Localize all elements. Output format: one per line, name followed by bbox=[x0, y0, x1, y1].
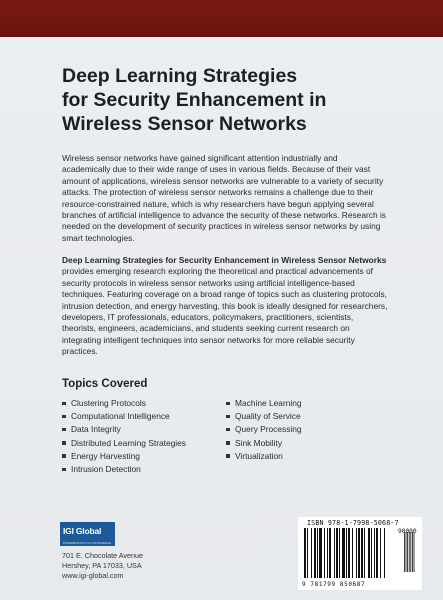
barcode-bar bbox=[356, 528, 357, 578]
barcode-bar bbox=[304, 528, 306, 578]
barcode-addon-bar bbox=[412, 532, 413, 572]
top-color-band bbox=[0, 0, 443, 37]
barcode-bar bbox=[317, 528, 318, 578]
topic-item: Clustering Protocols bbox=[62, 397, 186, 410]
topics-list-right bbox=[226, 397, 302, 463]
description-paragraph-1: Wireless sensor networks have gained significant attention industrially and academically due to their wide range of uses in various fields. Because of their vast amount of applications, wireless sensor networks are vulnerable to a variety of security attacks. The protection of wireless sensor networks remains a challenge due to their resource-constrained nature, which is why researchers have begun applying several branches of artificial intelligence to advance the security of these networks. Research is needed on the development of security practices in wireless sensor networks by using smart technologies. bbox=[62, 153, 386, 243]
publisher-logo bbox=[60, 522, 115, 540]
barcode-bar bbox=[336, 528, 338, 578]
topic-item: Query Processing bbox=[226, 423, 302, 436]
price-code: 90000 bbox=[398, 528, 417, 535]
barcode-addon-bar bbox=[404, 532, 405, 572]
barcode-graphic bbox=[304, 528, 416, 580]
barcode-bar bbox=[364, 528, 365, 578]
barcode-bar bbox=[311, 528, 312, 578]
barcode-bar bbox=[371, 528, 372, 578]
barcode-bar bbox=[324, 528, 325, 578]
barcode-addon-bar bbox=[414, 532, 415, 572]
topic-item: Distributed Learning Strategies bbox=[62, 437, 186, 450]
publisher-address bbox=[62, 551, 143, 581]
topics-list-left bbox=[62, 397, 186, 476]
barcode-bar bbox=[380, 528, 381, 578]
barcode-addon-bar bbox=[410, 532, 411, 572]
topic-item: Quality of Service bbox=[226, 410, 302, 423]
barcode-bar bbox=[307, 528, 308, 578]
topics-heading: Topics Covered bbox=[62, 378, 148, 390]
barcode-bar bbox=[352, 528, 353, 578]
barcode-addon-bar bbox=[407, 532, 408, 572]
barcode-addon-bar bbox=[409, 532, 410, 572]
barcode-bar bbox=[319, 528, 322, 578]
barcode-bar bbox=[329, 528, 331, 578]
barcode-bar bbox=[358, 528, 360, 578]
topic-item: Virtualization bbox=[226, 450, 302, 463]
book-title: Deep Learning Strategies for Security Enhancement in Wireless Sensor Networks bbox=[62, 65, 327, 135]
address-line-2: Hershey, PA 17033, USA bbox=[62, 561, 142, 570]
barcode-bar bbox=[334, 528, 335, 578]
barcode-bar bbox=[376, 528, 378, 578]
barcode-addon-bar bbox=[406, 532, 407, 572]
book-title-inline: Deep Learning Strategies for Security Enhancement in Wireless Sensor Networks bbox=[62, 255, 387, 265]
topic-item: Data Integrity bbox=[62, 423, 186, 436]
barcode-bar bbox=[314, 528, 316, 578]
topic-item: Computational Intelligence bbox=[62, 410, 186, 423]
barcode-digits: 9 781799 850687 bbox=[302, 581, 366, 588]
barcode-bar bbox=[327, 528, 328, 578]
publisher-logo-subtext: DISSEMINATOR OF KNOWLEDGE bbox=[60, 540, 115, 546]
address-line-1: 701 E. Chocolate Avenue bbox=[62, 551, 143, 560]
barcode-bar bbox=[342, 528, 345, 578]
barcode-bar bbox=[384, 528, 385, 578]
description-paragraph-2-text: provides emerging research exploring the theoretical and practical advancements of security protocols in wireless sensor networks using artificial intelligence-based techniques. Featuring coverage on a broad range of topics such as clustering protocols, intrusion detection, and energy harvesting, this book is ideally designed for researchers, developers, IT professionals, educators, policymakers, practitioners, scientists, theorists, engineers, academicians, and students seeking current research on integrating intelligent techniques into sensor networks for more reliable security practices. bbox=[62, 266, 388, 357]
topic-item: Energy Harvesting bbox=[62, 450, 186, 463]
topic-item: Sink Mobility bbox=[226, 437, 302, 450]
barcode-bar bbox=[368, 528, 370, 578]
barcode-bar bbox=[374, 528, 375, 578]
topic-item: Machine Learning bbox=[226, 397, 302, 410]
publisher-website: www.igi-global.com bbox=[62, 571, 124, 580]
barcode-bar bbox=[339, 528, 340, 578]
topic-item: Intrusion Detection bbox=[62, 463, 186, 476]
isbn-text: ISBN 978-1-7998-5068-7 bbox=[307, 519, 399, 527]
barcode-bar bbox=[348, 528, 350, 578]
publisher-logo-text: IGI Global bbox=[63, 526, 102, 536]
description-paragraph-2 bbox=[62, 255, 388, 358]
barcode-bar bbox=[346, 528, 347, 578]
barcode-bar bbox=[361, 528, 363, 578]
